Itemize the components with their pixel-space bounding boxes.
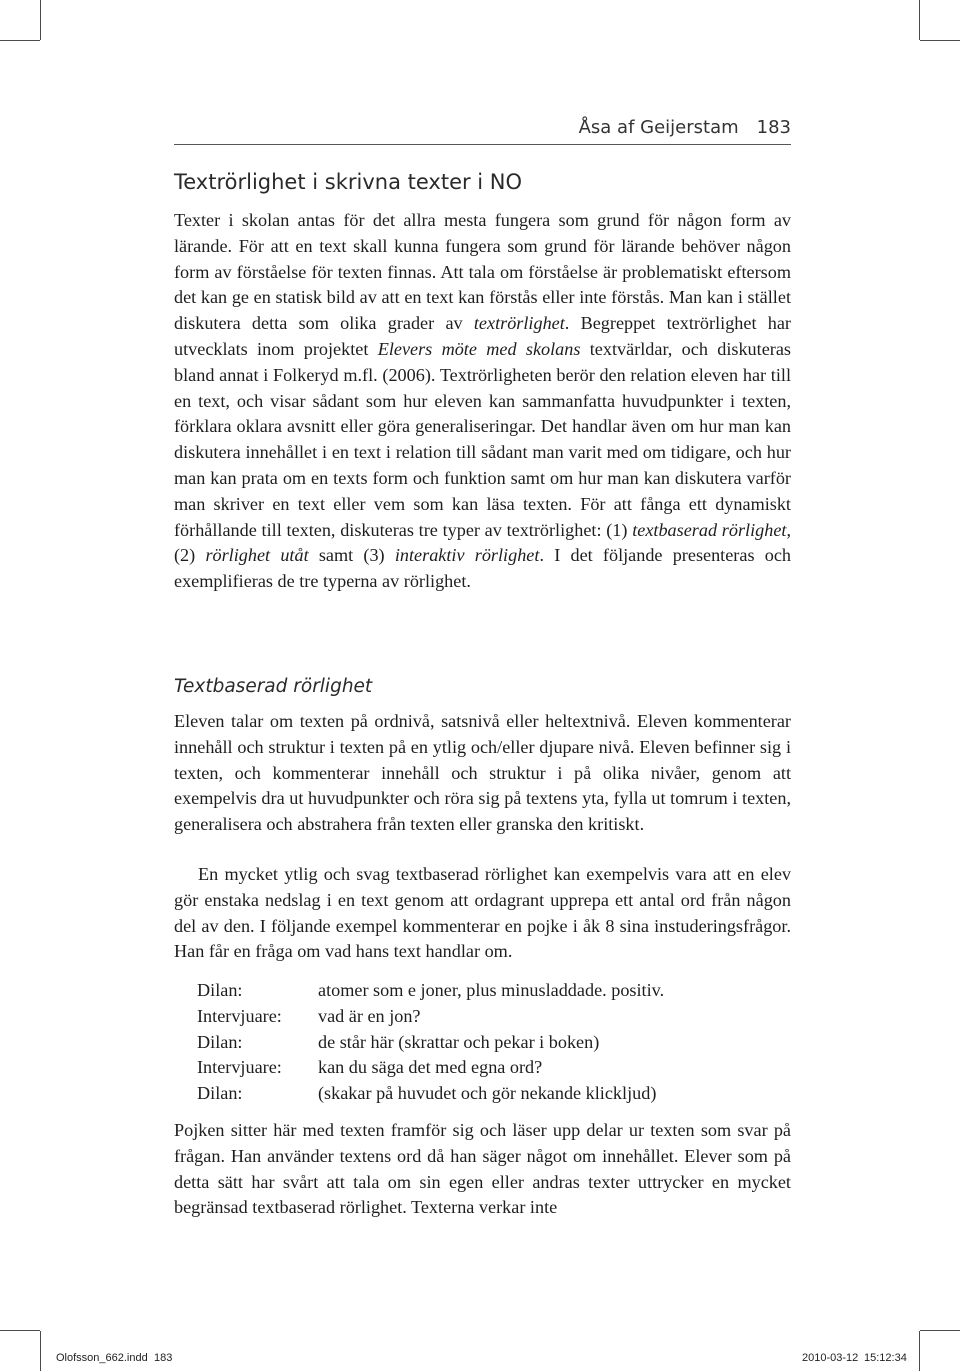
dialogue-line: [197, 978, 791, 1004]
crop-mark-bottom-left-h: [0, 1330, 40, 1331]
intro-paragraph: Texter i skolan antas för det allra mesta fungera som grund för någon form av lärande. För att en text skall kunna fungera som grund för lärande behöver någon form av förståelse för texten finnas. Att tala om förståelse är problematiskt eftersom det kan ge en statisk bild av att en text kan förstås eller inte förstås. Man kan i stället diskutera detta som olika grader av textrörlighet. Begreppet textrörlighet har utvecklats inom projektet Elevers möte med skolans textvärldar, och diskuteras bland annat i Folkeryd m.fl. (2006). Textrörligheten berör den relation eleven har till en text, och visar sådant som hur eleven kan sammanfatta huvudpunkter i texten, förklara oklara avsnitt eller göra generaliseringar. Det handlar även om hur man kan diskutera innehållet i en text i relation till sådant man varit med om tidigare, och hur man kan prata om en texts form och funktion samt om hur man kan diskutera varför man skriver en text eller vem som kan läsa texten. För att fånga ett dynamiskt förhållande till texten, diskuteras tre typer av textrörlighet: (1) textbaserad rörlighet, (2) rörlighet utåt samt (3) interaktiv rörlighet. I det följande presenteras och exemplifieras de tre typerna av rörlighet.: [174, 210, 791, 592]
definition-paragraph: Eleven talar om texten på ordnivå, satsnivå eller heltextnivå. Eleven kommenterar innehåll och struktur i texten på en ytlig och/eller djupare nivå. Eleven befinner sig i texten, och kommenterar innehåll och struktur i på olika nivåer, genom att exempelvis dra ut huvudpunkter och röra sig på textens yta, fylla ut tomrum i texten, generalisera och abstrahera från texten eller granska den kritiskt.: [174, 711, 791, 835]
section-title: Textrörlighet i skrivna texter i NO: [174, 170, 523, 194]
footer-page: 183: [154, 1352, 173, 1364]
dialogue-speaker: Dilan:: [197, 1083, 243, 1104]
footer-time: 15:12:34: [864, 1352, 907, 1364]
crop-mark-top-left-v: [40, 0, 41, 40]
crop-mark-bottom-right-v: [919, 1331, 920, 1371]
subsection-title: Textbaserad rörlighet: [174, 676, 373, 697]
dialogue-utterance: (skakar på huvudet och gör nekande klickljud): [318, 1083, 657, 1104]
crop-mark-top-right-h: [920, 40, 960, 41]
dialogue-utterance: kan du säga det med egna ord?: [318, 1057, 543, 1078]
header-author: Åsa af Geijerstam: [578, 117, 739, 138]
dialogue-line: [197, 1081, 791, 1107]
footer-filename: Olofsson_662.indd: [56, 1352, 148, 1364]
analysis-paragraph: Pojken sitter här med texten framför sig och läser upp delar ur texten som svar på frågan. Han använder textens ord då han säger något om innehållet. Elever som på detta sätt har svårt att tala om sin egen eller andras texter uttrycker en mycket begränsad textbaserad rörlighet. Texterna verkar inte: [174, 1120, 791, 1218]
dialogue-utterance: atomer som e joner, plus minusladdade. positiv.: [318, 980, 665, 1000]
dialogue-speaker: Dilan:: [197, 980, 243, 1000]
footer-date: 2010-03-12: [802, 1352, 859, 1364]
dialogue-utterance: de står här (skrattar och pekar i boken): [318, 1031, 600, 1052]
dialogue-line: [197, 1055, 791, 1081]
running-header: [174, 114, 791, 145]
dialogue-speaker: Intervjuare:: [197, 1005, 282, 1026]
crop-mark-bottom-right-h: [920, 1330, 960, 1331]
dialogue-line: [197, 1030, 791, 1056]
crop-mark-top-right-v: [919, 0, 920, 40]
header-page-number: 183: [756, 117, 791, 138]
example-paragraph: En mycket ytlig och svag textbaserad rörlighet kan exempelvis vara att en elev gör enstaka nedslag i en text genom att ordagrant upprepa ett antal ord från någon del av den. I följande exempel kommenterar en pojke i åk 8 sina instuderingsfrågor. Han får en fråga om vad hans text handlar om.: [174, 864, 791, 962]
dialogue-utterance: vad är en jon?: [318, 1005, 421, 1026]
dialogue-speaker: Dilan:: [197, 1031, 243, 1052]
crop-mark-bottom-left-v: [40, 1331, 41, 1371]
dialogue-line: [197, 1004, 791, 1030]
running-header-text: [579, 117, 791, 138]
dialogue-speaker: Intervjuare:: [197, 1057, 282, 1078]
interview-dialogue: [197, 978, 791, 1107]
crop-mark-top-left-h: [0, 40, 40, 41]
